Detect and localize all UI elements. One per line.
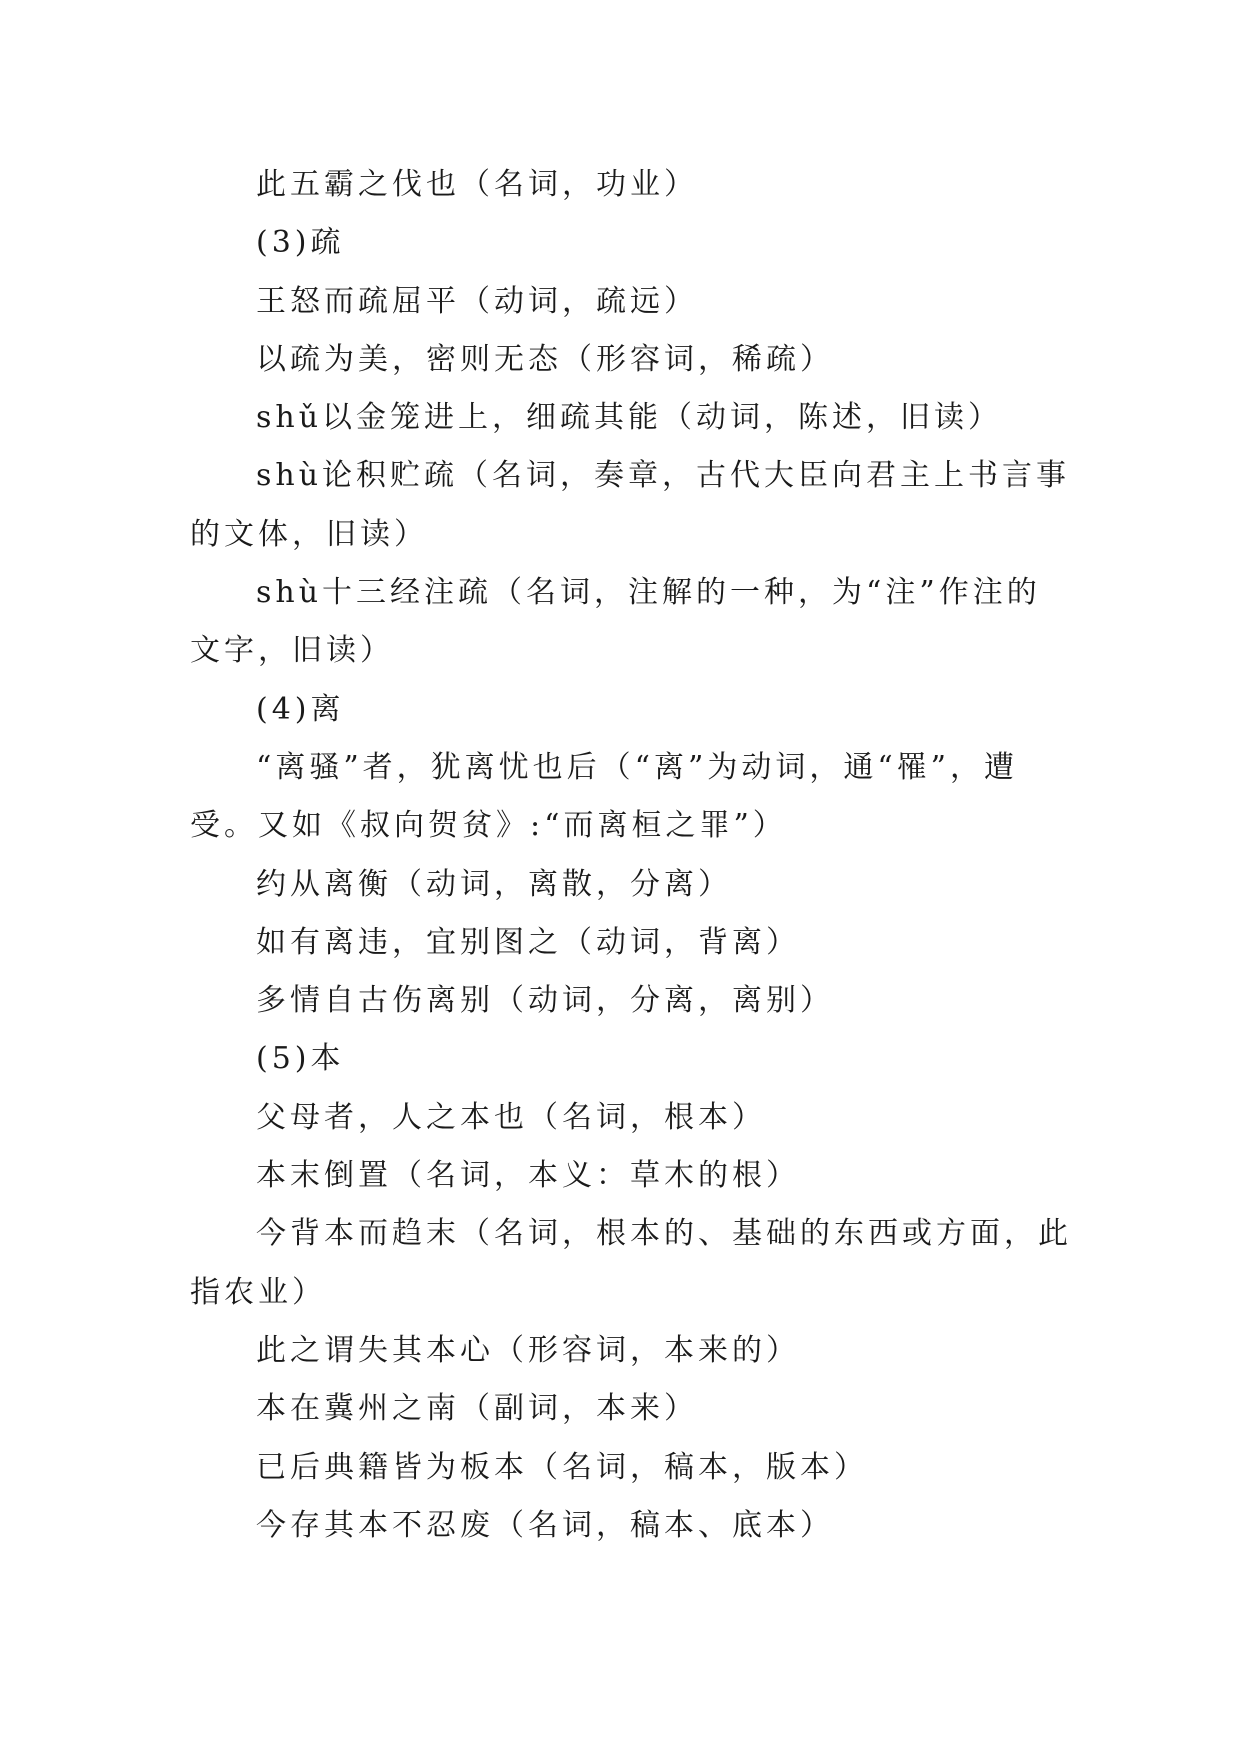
text-line-continuation: 的文体，旧读） [190,516,428,552]
section-heading: (3)疏 [256,225,345,261]
text-line: 约从离衡（动词，离散，分离） [256,866,732,902]
text-line: 如有离违，宜别图之（动词，背离） [256,924,800,960]
text-line-continuation: 文字，旧读） [190,633,394,669]
text-line: 多情自古伤离别（动词，分离，离别） [256,983,834,1019]
section-heading: (5)本 [256,1041,345,1077]
text-line: 此五霸之伐也（名词，功业） [256,167,698,202]
document-body [190,156,1072,1555]
text-line: 今存其本不忍废（名词，稿本、底本） [256,1507,834,1543]
text-line: shǔ以金笼进上，细疏其能（动词，陈述，旧读） [256,400,1003,436]
text-line: shù论积贮疏（名词，奏章，古代大臣向君主上书言事 [256,458,1071,494]
section-heading: (4)离 [256,691,345,727]
text-line: 王怒而疏屈平（动词，疏远） [256,283,698,319]
text-line: “离骚”者，犹离忧也后（“离”为动词，通“罹”，遭 [256,749,1019,785]
text-line: 此之谓失其本心（形容词，本来的） [256,1332,800,1368]
text-line: 已后典籍皆为板本（名词，稿本，版本） [256,1449,868,1485]
text-line-continuation: 指农业） [190,1274,326,1310]
text-line: 今背本而趋末（名词，根本的、基础的东西或方面，此 [256,1216,1072,1252]
text-line: 以疏为美，密则无态（形容词，稀疏） [256,341,834,377]
text-line-continuation: 受。又如《叔向贺贫》:“而离桓之罪”） [190,808,787,844]
text-line: shù十三经注疏（名词，注解的一种，为“注”作注的 [256,575,1041,611]
text-line: 本末倒置（名词，本义：草木的根） [256,1158,800,1194]
text-line: 本在冀州之南（副词，本来） [256,1391,698,1427]
text-line: 父母者，人之本也（名词，根本） [256,1099,766,1135]
